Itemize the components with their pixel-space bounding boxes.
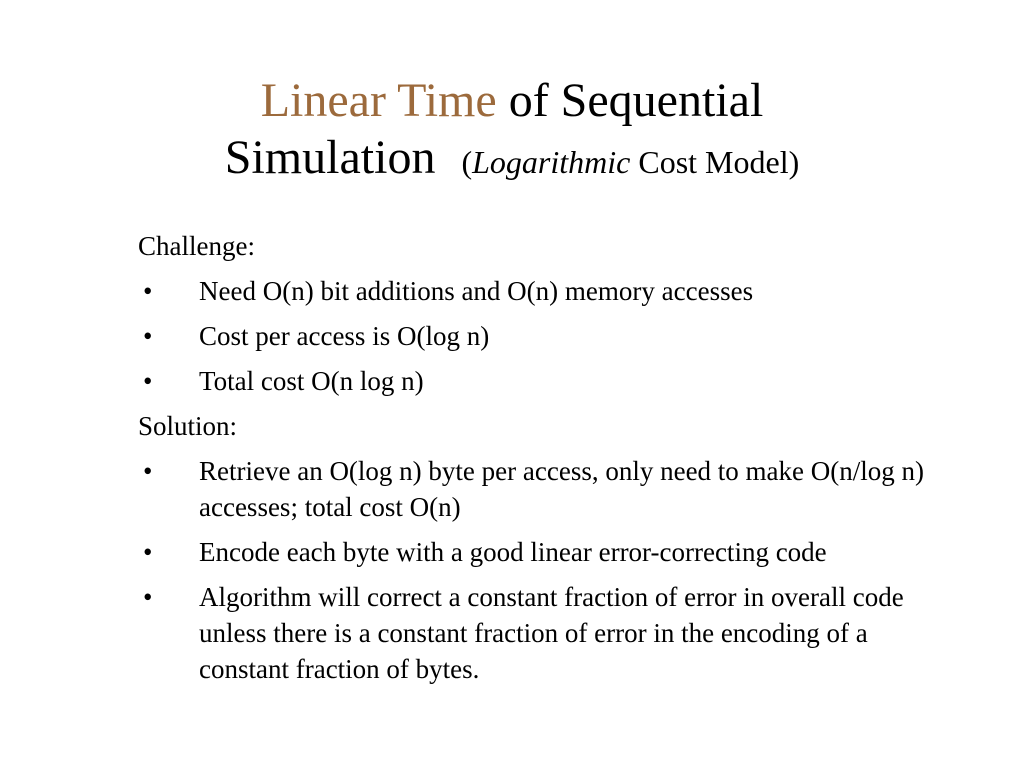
title-line2: Simulation (224, 131, 436, 184)
bullet-icon: • (143, 321, 153, 351)
challenge-item (138, 273, 938, 309)
solution-heading: Solution: (138, 411, 238, 441)
bullet-icon: • (143, 276, 153, 306)
solution-item-text: Retrieve an O(log n) byte per access, only need to make O(n/log n) accesses; total cost O(n) (199, 456, 925, 522)
title-subtitle (461, 144, 799, 180)
solution-item (138, 579, 938, 687)
solution-item (138, 453, 938, 525)
slide-body (138, 228, 938, 696)
challenge-item-text: Need O(n) bit additions and O(n) memory accesses (199, 276, 754, 306)
slide-title (0, 72, 1024, 191)
challenge-item (138, 363, 938, 399)
bullet-icon: • (143, 456, 153, 486)
solution-item (138, 534, 938, 570)
subtitle-italic: Logarithmic (472, 144, 631, 180)
title-rest: of Sequential (496, 74, 764, 127)
solution-item-text: Encode each byte with a good linear error-correcting code (199, 537, 827, 567)
challenge-heading: Challenge: (138, 231, 255, 261)
bullet-icon: • (143, 582, 153, 612)
title-accent: Linear Time (260, 74, 497, 127)
subtitle-rest: Cost Model) (630, 144, 800, 180)
bullet-icon: • (143, 366, 153, 396)
challenge-item-text: Total cost O(n log n) (199, 366, 424, 396)
subtitle-paren-open: ( (461, 144, 473, 180)
challenge-item-text: Cost per access is O(log n) (199, 321, 490, 351)
solution-item-text: Algorithm will correct a constant fraction of error in overall code unless there is a constant fraction of error in the encoding of a constant fraction of bytes. (199, 582, 904, 684)
bullet-icon: • (143, 537, 153, 567)
title-line-2 (0, 129, 1024, 191)
title-line-1 (0, 72, 1024, 129)
challenge-item (138, 318, 938, 354)
